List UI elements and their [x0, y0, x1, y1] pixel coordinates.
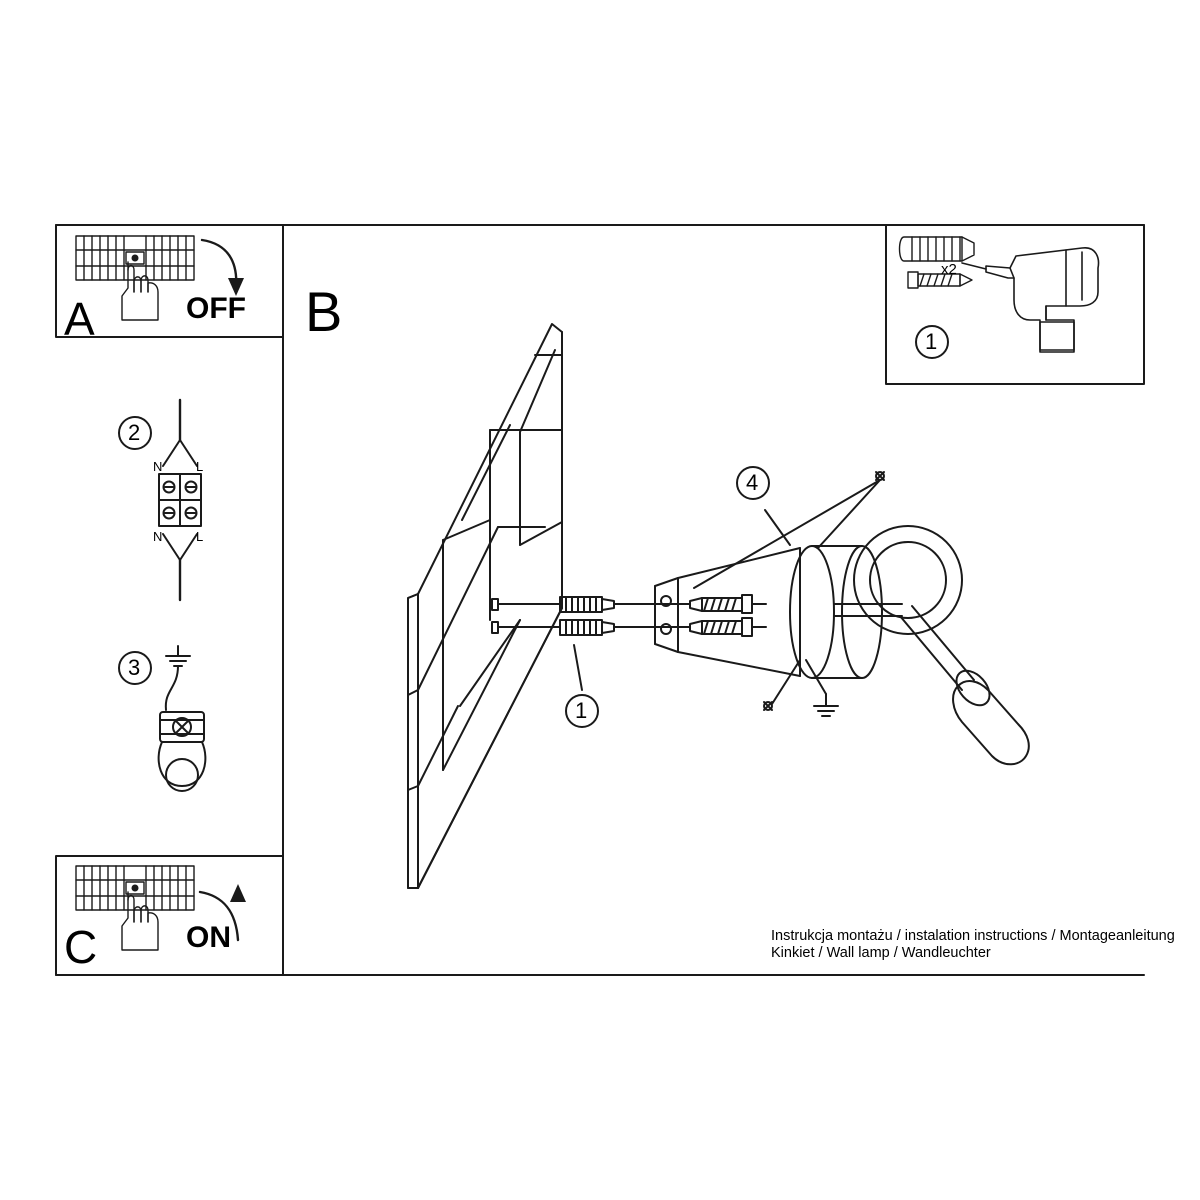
terminal-label-n-top: N [153, 459, 163, 474]
panel-a-arrow-icon [202, 240, 244, 296]
tool-wall-plug-icon [900, 237, 975, 261]
panel-a-fusebox-icon [76, 236, 194, 280]
callout-line-1-b [574, 645, 582, 690]
panel-c-state-label: ON [186, 921, 231, 954]
footer-line-1: Instrukcja montażu / instalation instructions / Montageanleitung [771, 928, 1175, 944]
panel-a-state-label: OFF [186, 292, 246, 325]
terminal-label-l-top: L [196, 459, 204, 474]
panel-a-letter: A [64, 293, 95, 345]
panel-c-letter: C [64, 921, 98, 973]
earth-symbol-small-icon [806, 660, 838, 716]
terminal-label-l-bottom: L [196, 529, 204, 544]
fixing-point-marker-bottom [764, 660, 800, 710]
panel-c-hand-icon [122, 892, 158, 950]
mounting-bracket-icon [655, 578, 678, 652]
tools-step-number: 1 [925, 329, 938, 354]
tool-screw-icon [908, 272, 972, 288]
tool-drill-icon [962, 248, 1098, 352]
panel-a-hand-icon [122, 262, 158, 320]
panel-b-letter: B [305, 280, 343, 343]
screw-bottom-icon [614, 618, 766, 636]
wall-plug-top-icon [492, 597, 614, 612]
tools-quantity-label: x2 [941, 261, 957, 278]
callout-number-1: 1 [575, 698, 588, 723]
panel-c-fusebox-icon [76, 866, 194, 910]
callout-number-4: 4 [746, 470, 759, 495]
screw-top-icon [614, 595, 766, 613]
footer-line-2: Kinkiet / Wall lamp / Wandleuchter [771, 945, 991, 961]
terminal-label-n-bottom: N [153, 529, 163, 544]
step-3-number: 3 [128, 655, 141, 680]
wall-illustration [408, 324, 562, 888]
lamp-fixture-icon [678, 526, 1029, 764]
step-2-number: 2 [128, 420, 141, 445]
